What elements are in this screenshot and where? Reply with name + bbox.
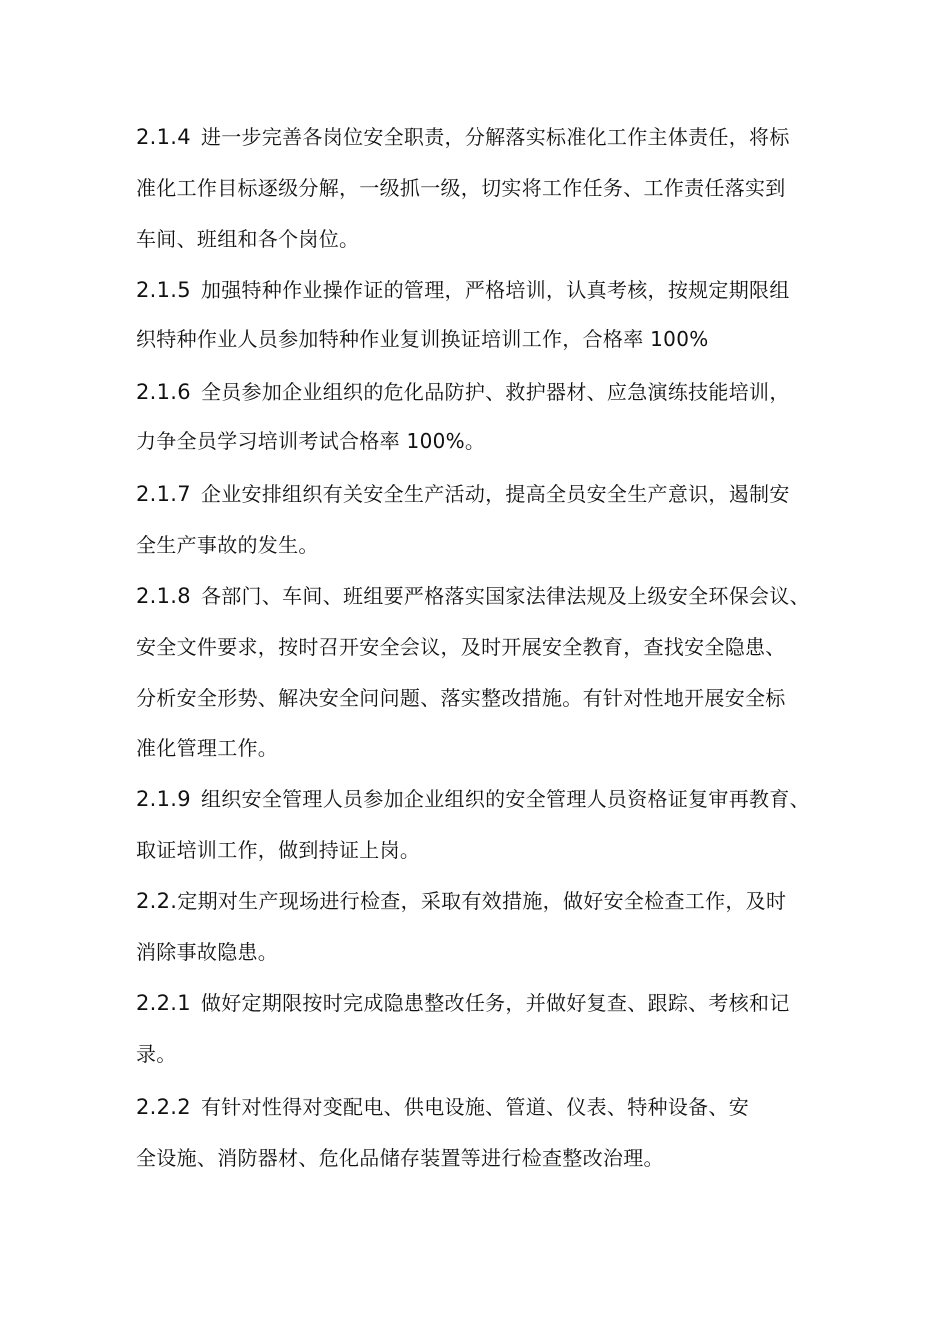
paragraph-text: 织特种作业人员参加特种作业复训换证培训工作，合格率 100% [136,327,709,351]
paragraph-2-1-8-line-1 [136,583,810,609]
section-number: 2.1.7 [136,482,191,506]
paragraph-text: 有针对性得对变配电、供电设施、管道、仪表、特种设备、安 [200,1095,750,1119]
paragraph-2-2-2-line-2 [136,1145,664,1171]
paragraph-2-1-9-line-1 [136,786,810,812]
paragraph-2-1-6-line-2 [136,428,485,454]
paragraph-text: 定期对生产现场进行检查，采取有效措施，做好安全检查工作，及时 [177,889,787,913]
paragraph-2-2-1-line-1 [136,990,790,1016]
paragraph-2-1-7-line-1 [136,481,790,507]
paragraph-2-1-4-line-2 [136,175,786,201]
paragraph-text: 准化工作目标逐级分解，一级抓一级，切实将工作任务、工作责任落实到 [136,176,786,200]
paragraph-text: 进一步完善各岗位安全职责，分解落实标准化工作主体责任，将标 [200,125,790,149]
section-number: 2.1.9 [136,787,191,811]
paragraph-text: 力争全员学习培训考试合格率 100%。 [136,429,486,453]
paragraph-2-2-line-2 [136,939,278,965]
paragraph-text: 安全文件要求，按时召开安全会议，及时开展安全教育，查找安全隐患、 [136,635,786,659]
paragraph-text: 消除事故隐患。 [136,940,279,964]
paragraph-text: 组织安全管理人员参加企业组织的安全管理人员资格证复审再教育、 [200,787,810,811]
paragraph-text: 全生产事故的发生。 [136,533,319,557]
paragraph-text: 分析安全形势、解决安全问问题、落实整改措施。有针对性地开展安全标 [136,686,786,710]
section-number: 2.1.8 [136,584,191,608]
section-number: 2.2. [136,889,178,913]
paragraph-text: 加强特种作业操作证的管理，严格培训，认真考核，按规定期限组 [200,278,790,302]
paragraph-text: 全设施、消防器材、危化品储存装置等进行检查整改治理。 [136,1146,664,1170]
paragraph-text: 车间、班组和各个岗位。 [136,227,360,251]
paragraph-2-1-5-line-2 [136,326,709,352]
paragraph-text: 准化管理工作。 [136,736,279,760]
paragraph-text: 各部门、车间、班组要严格落实国家法律法规及上级安全环保会议、 [200,584,810,608]
paragraph-2-2-line-1 [136,888,786,914]
paragraph-2-1-8-line-3 [136,685,786,711]
paragraph-2-1-5-line-1 [136,277,790,303]
paragraph-text: 全员参加企业组织的危化品防护、救护器材、应急演练技能培训， [200,380,790,404]
section-number: 2.2.1 [136,991,191,1015]
paragraph-2-2-2-line-1 [136,1094,749,1120]
paragraph-2-1-4-line-3 [136,226,359,252]
paragraph-2-1-9-line-2 [136,837,420,863]
paragraph-2-1-8-line-4 [136,735,278,761]
section-number: 2.1.6 [136,380,191,404]
paragraph-text: 做好定期限按时完成隐患整改任务，并做好复查、跟踪、考核和记 [200,991,790,1015]
paragraph-text: 录。 [136,1042,177,1066]
paragraph-2-1-8-line-2 [136,634,786,660]
section-number: 2.1.5 [136,278,191,302]
section-number: 2.2.2 [136,1095,191,1119]
paragraph-text: 企业安排组织有关安全生产活动，提高全员安全生产意识，遏制安 [200,482,790,506]
paragraph-2-1-7-line-2 [136,532,319,558]
section-number: 2.1.4 [136,125,191,149]
paragraph-2-1-4-line-1 [136,124,790,150]
paragraph-text: 取证培训工作，做到持证上岗。 [136,838,421,862]
paragraph-2-2-1-line-2 [136,1041,177,1067]
paragraph-2-1-6-line-1 [136,379,790,405]
